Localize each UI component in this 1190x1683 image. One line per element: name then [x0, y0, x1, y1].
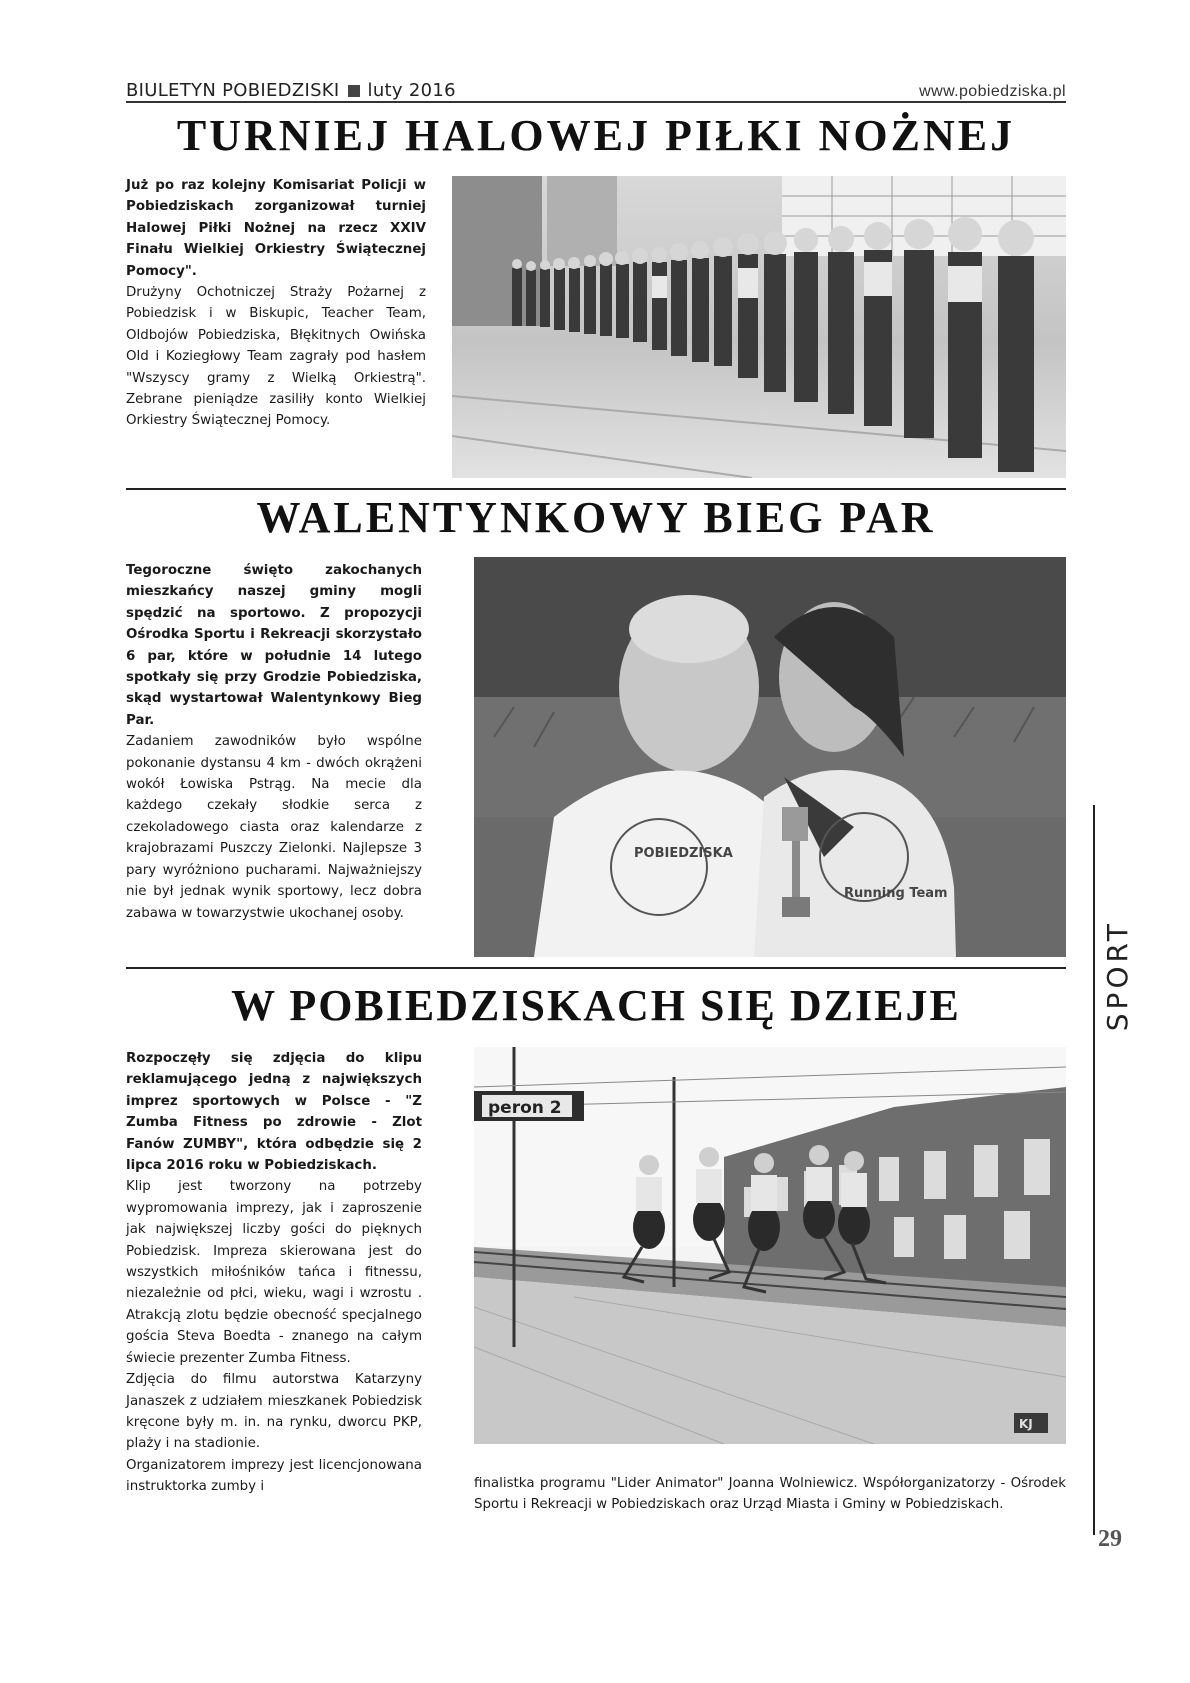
running-header — [126, 80, 456, 101]
zumba-station-photo — [474, 1047, 1066, 1444]
station-sign-text: peron 2 — [488, 1098, 562, 1118]
article-3-body-1: Klip jest tworzony na potrzeby wypromowania imprezy, jak i zaproszenie jak największej liczby gości do pięknych Pobiedzisk. Impreza skierowana jest do wszystkich miłośników tańca i fitnessu, niezależnie od płci, wieku, wagi i wzrostu . Atrakcją zlotu będzie obecność specjalnego gościa Steva Boedta - znanego na całym świecie prezenter Zumba Fitness. — [126, 1179, 422, 1366]
article-2-lead: Tegoroczne święto zakochanych mieszkańcy naszej gminy mogli spędzić na sportowo. Z propozycji Ośrodka Sportu i Rekreacji skorzystało 6 par, które w południe 14 lutego spotkały się przy Grodzie Pobiedziska, skąd wystartował Walentynkowy Bieg Par. — [126, 563, 422, 728]
photo-watermark: KJ — [1019, 1417, 1033, 1431]
header-divider — [126, 101, 1066, 103]
square-bullet-icon — [348, 85, 360, 97]
article-1-text — [126, 175, 426, 432]
article-2-headline: WALENTYNKOWY BIEG PAR — [256, 493, 936, 542]
article-3-body-3: Organizatorem imprezy jest licencjonowana instruktorka zumby i — [126, 1457, 422, 1495]
article-3-body-2: Zdjęcia do filmu autorstwa Katarzyny Janaszek z udziałem mieszkanek Pobiedzisk kręcone były m. in. na rynku, dworcu PKP, plaży i na stadionie. — [126, 1372, 422, 1452]
publication-name: BIULETYN POBIEDZISKI — [126, 80, 340, 101]
section-divider-2 — [126, 967, 1066, 969]
article-3-lead: Rozpoczęły się zdjęcia do klipu reklamującego jedną z największych imprez sportowych w Polsce - "Z Zumba Fitness po zdrowie - Zlot Fanów ZUMBY", która odbędzie się 2 lipca 2016 roku w Pobiedziskach. — [126, 1051, 422, 1174]
article-3-text — [126, 1048, 422, 1498]
article-1-headline: TURNIEJ HALOWEJ PIŁKI NOŻNEJ — [176, 111, 1016, 160]
page-number: 29 — [1098, 1526, 1122, 1552]
couple-kiss-photo — [474, 557, 1066, 957]
football-teams-image — [452, 176, 1066, 478]
issue-date: luty 2016 — [367, 80, 456, 101]
zumba-station-image — [474, 1047, 1066, 1444]
article-3-headline: W POBIEDZISKACH SIĘ DZIEJE — [231, 981, 961, 1030]
article-3-continuation: finalistka programu "Lider Animator" Joanna Wolniewicz. Współorganizatorzy - Ośrodek Sportu i Rekreacji w Pobiedziskach oraz Urząd Miasta i Gminy w Pobiedziskach. — [474, 1476, 1066, 1513]
shirt-print-text-2: Running Team — [844, 886, 948, 901]
article-1-body: Drużyny Ochotniczej Straży Pożarnej z Pobiedzisk i w Biskupic, Teacher Team, Oldbojów Pobiedziska, Błękitnych Owińska Old i Koziegłowy Team zagrały pod hasłem "Wszyscy gramy z Wielką Orkiestrą". Zebrane pieniądze zasiliły konto Wielkiej Orkiestry Świątecznej Pomocy. — [126, 285, 426, 429]
website-link[interactable]: www.pobiedziska.pl — [919, 83, 1066, 100]
section-divider-1 — [126, 488, 1066, 490]
article-2-text — [126, 560, 422, 924]
shirt-print-text-1: POBIEDZISKA — [634, 846, 733, 861]
couple-kiss-image — [474, 557, 1066, 957]
section-side-rule — [1093, 805, 1095, 1535]
football-teams-photo — [452, 176, 1066, 478]
article-2-body: Zadaniem zawodników było wspólne pokonanie dystansu 4 km - dwóch okrążeni wokół Łowiska Pstrąg. Na mecie dla każdego czekały słodkie serca z czekoladowego ciasta oraz kalendarze z krajobrazami Puszczy Zielonki. Najlepsze 3 pary wyróżniono pucharami. Najważniejszy nie był jednak wynik sportowy, lecz dobra zabawa w towarzystwie ukochanej osoby. — [126, 734, 422, 921]
article-1-lead: Już po raz kolejny Komisariat Policji w Pobiedziskach zorganizował turniej Halowej Piłki Nożnej na rzecz XXIV Finału Wielkiej Orkiestry Świątecznej Pomocy". — [126, 178, 426, 279]
section-label: SPORT — [1101, 920, 1134, 1032]
